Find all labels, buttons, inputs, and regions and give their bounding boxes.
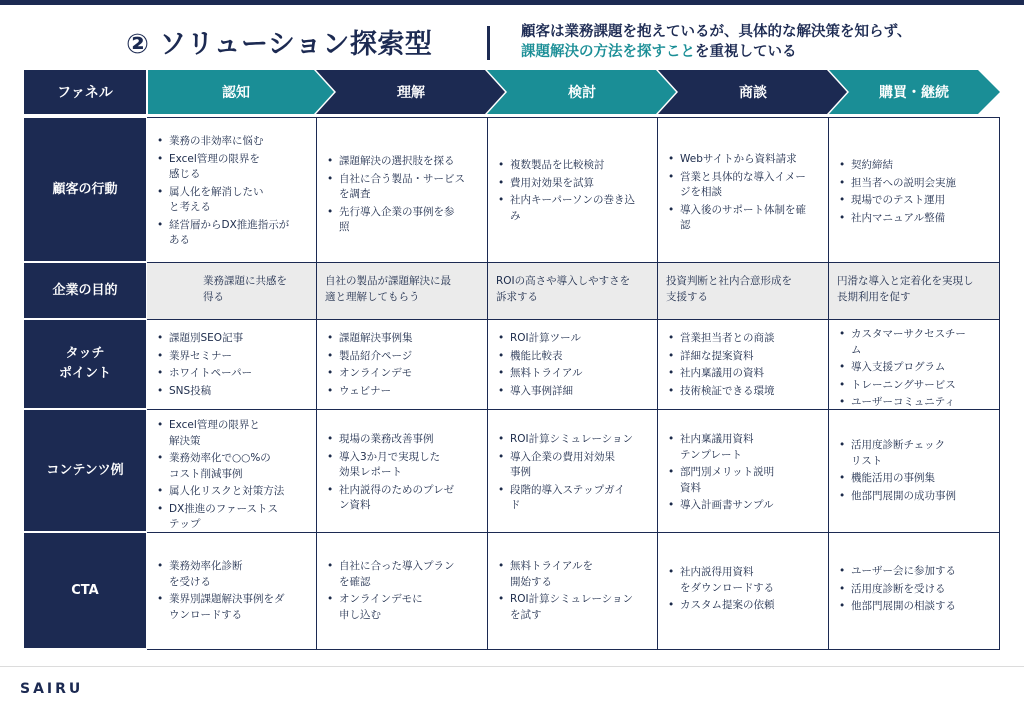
cell-text: ROIの高さや導入しやすさを 訴求する [496,275,631,303]
list-item: • 社内稟議用資料 テンプレート [666,432,822,463]
title-divider [487,26,490,60]
cell-touchpoint-1 [147,320,317,410]
cell-text: 円滑な導入と定着化を実現し 長期利用を促す [837,275,974,303]
list-item: • ホワイトペーパー [155,366,310,382]
list-item: • 導入計画書サンプル [666,498,822,514]
funnel-stages [148,70,1000,114]
bullet-list [325,432,481,514]
cell-customer-behavior-2 [317,118,488,263]
list-item: • 技術検証できる環境 [666,384,822,400]
stage-label-consideration: 検討 [568,85,596,101]
list-item: • ROI計算シミュレーション を試す [496,592,651,623]
list-item: • SNS投稿 [155,384,310,400]
list-item: • 活用度診断を受ける [837,582,993,598]
list-item: • 現場の業務改善事例 [325,432,481,448]
list-item: • 課題別SEO記事 [155,331,310,347]
bullet-list [325,331,481,399]
row-label-touchpoint: タッチ ポイント [24,320,146,408]
bullet-list [325,559,481,623]
row-label-cta: CTA [24,533,146,648]
list-item: • ROI計算シミュレーション [496,432,651,448]
list-item: • トレーニングサービス [837,378,993,394]
list-item: • 課題解決の選択肢を探る [325,154,481,170]
list-item: • 業務効率化で○○%の コスト削減事例 [155,451,310,482]
cell-company-goal-2 [317,263,488,320]
list-item: • 営業担当者との商談 [666,331,822,347]
list-item: • 活用度診断チェック リスト [837,438,993,469]
list-item: • 担当者への説明会実施 [837,176,993,192]
bullet-list [666,432,822,514]
cell-cta-5 [829,533,1000,650]
list-item: • 業務の非効率に悩む [155,134,310,150]
list-item: • オンラインデモに 申し込む [325,592,481,623]
row-label-company-goal: 企業の目的 [24,263,146,318]
list-item: • 経営層からDX推進指示が ある [155,218,310,249]
bullet-list [496,331,651,399]
cell-touchpoint-2 [317,320,488,410]
top-accent-bar [0,0,1024,5]
list-item: • Excel管理の限界と 解決策 [155,418,310,449]
cell-cta-1 [147,533,317,650]
cell-content-example-1 [147,410,317,533]
cell-cta-2 [317,533,488,650]
bullet-list [837,564,993,615]
subtitle-rest: を重視している [695,44,797,60]
bullet-list [837,438,993,504]
bullet-list [837,158,993,226]
bullet-list [837,327,993,411]
list-item: • 無料トライアル [496,366,651,382]
list-item: • 社内稟議用の資料 [666,366,822,382]
cell-text: 業務課題に共感を 得る [203,275,287,303]
bullet-list [155,331,310,399]
cell-content-example-2 [317,410,488,533]
cell-company-goal-5 [829,263,1000,320]
cell-cta-4 [658,533,829,650]
list-item: • 先行導入企業の事例を参 照 [325,205,481,236]
list-item: • Excel管理の限界を 感じる [155,152,310,183]
bullet-list [325,154,481,236]
list-item: • 業務効率化診断 を受ける [155,559,310,590]
list-item: • 課題解決事例集 [325,331,481,347]
bullet-list [155,134,310,249]
cell-touchpoint-5 [829,320,1000,410]
list-item: • 社内説得用資料 をダウンロードする [666,565,822,596]
cell-customer-behavior-1 [147,118,317,263]
list-item: • 費用対効果を試算 [496,176,651,192]
list-item: • カスタマーサクセスチー ム [837,327,993,358]
row-label-customer-behavior: 顧客の行動 [24,118,146,261]
company-logo: SAIRU [20,681,84,697]
list-item: • 現場でのテスト運用 [837,193,993,209]
list-item: • 社内説得のためのプレゼ ン資料 [325,483,481,514]
list-item: • 契約締結 [837,158,993,174]
list-item: • 他部門展開の相談する [837,599,993,615]
list-item: • 社内マニュアル整備 [837,211,993,227]
cell-company-goal-1 [147,263,317,320]
list-item: • 営業と具体的な導入イメー ジを相談 [666,170,822,201]
funnel-label: ファネル [24,70,146,114]
list-item: • 自社に合う製品・サービス を調査 [325,172,481,203]
stage-label-awareness: 認知 [222,85,250,101]
list-item: • 業界別課題解決事例をダ ウンロードする [155,592,310,623]
list-item: • カスタム提案の依頼 [666,598,822,614]
cell-content-example-5 [829,410,1000,533]
stage-label-negotiation: 商談 [739,85,767,101]
list-item: • 導入支援プログラム [837,360,993,376]
stage-label-purchase: 購買・継続 [879,85,949,101]
row-label-content-example: コンテンツ例 [24,410,146,531]
subtitle-line-1: 顧客は業務課題を抱えているが、具体的な解決策を知らず、 [521,24,912,40]
list-item: • 段階的導入ステップガイ ド [496,483,651,514]
list-item: • 製品紹介ページ [325,349,481,365]
cell-customer-behavior-4 [658,118,829,263]
list-item: • Webサイトから資料請求 [666,152,822,168]
list-item: • ウェビナー [325,384,481,400]
cell-touchpoint-3 [488,320,658,410]
cell-customer-behavior-3 [488,118,658,263]
stage-label-understanding: 理解 [397,85,425,101]
list-item: • 機能比較表 [496,349,651,365]
list-item: • 複数製品を比較検討 [496,158,651,174]
list-item: • 社内キーパーソンの巻き込 み [496,193,651,224]
cell-text: 自社の製品が課題解決に最 適と理解してもらう [325,275,451,303]
cell-company-goal-4 [658,263,829,320]
subtitle-accent: 課題解決の方法を探すこと [521,44,695,60]
list-item: • ROI計算ツール [496,331,651,347]
bullet-list [496,559,651,623]
bullet-list [155,559,310,623]
list-item: • 他部門展開の成功事例 [837,489,993,505]
bullet-list [155,418,310,533]
footer-divider [0,666,1024,667]
bullet-list [666,331,822,399]
list-item: • 部門別メリット説明 資料 [666,465,822,496]
list-item: • 詳細な提案資料 [666,349,822,365]
bullet-list [666,565,822,614]
page-subtitle [521,22,911,62]
cell-company-goal-3 [488,263,658,320]
list-item: • オンラインデモ [325,366,481,382]
list-item: • 属人化を解消したい と考える [155,185,310,216]
list-item: • 導入企業の費用対効果 事例 [496,450,651,481]
list-item: • 無料トライアルを 開始する [496,559,651,590]
list-item: • 導入3か月で実現した 効果レポート [325,450,481,481]
page-title: ② ソリューション探索型 [126,29,433,60]
cell-touchpoint-4 [658,320,829,410]
list-item: • 導入後のサポート体制を確 認 [666,203,822,234]
cell-text: 投資判断と社内合意形成を 支援する [666,275,792,303]
list-item: • DX推進のファーストス テップ [155,502,310,533]
bullet-list [666,152,822,234]
list-item: • ユーザーコミュニティ [837,395,993,411]
cell-content-example-3 [488,410,658,533]
list-item: • 属人化リスクと対策方法 [155,484,310,500]
list-item: • 機能活用の事例集 [837,471,993,487]
list-item: • 自社に合った導入プラン を確認 [325,559,481,590]
subtitle-line-2 [521,42,911,62]
cell-cta-3 [488,533,658,650]
list-item: • ユーザー会に参加する [837,564,993,580]
bullet-list [496,432,651,514]
cell-content-example-4 [658,410,829,533]
list-item: • 業界セミナー [155,349,310,365]
list-item: • 導入事例詳細 [496,384,651,400]
cell-customer-behavior-5 [829,118,1000,263]
bullet-list [496,158,651,224]
